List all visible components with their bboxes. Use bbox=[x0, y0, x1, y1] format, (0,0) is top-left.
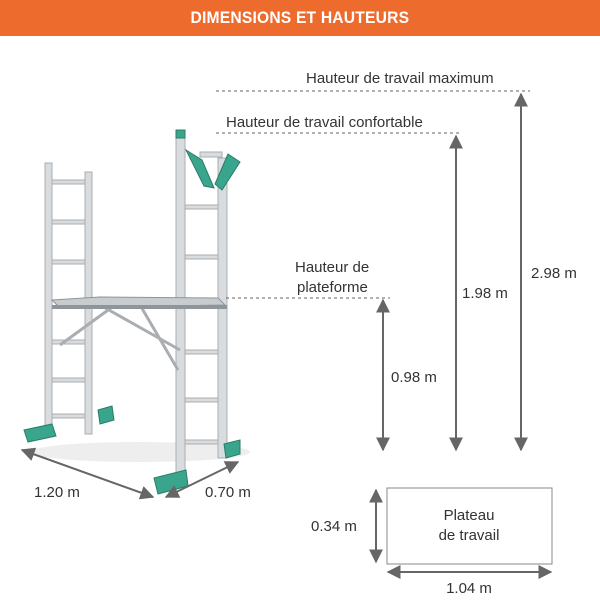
plate-name-line2: de travail bbox=[438, 527, 500, 544]
plate-name-line1: Plateau bbox=[443, 507, 495, 524]
comfort-height-value: 1.98 m bbox=[462, 285, 508, 302]
plate-width-value: 1.04 m bbox=[446, 580, 492, 597]
ground-shadow bbox=[30, 442, 250, 462]
plate-thickness-value: 0.34 m bbox=[311, 518, 357, 535]
comfort-height-title: Hauteur de travail confortable bbox=[226, 114, 423, 131]
max-height-title: Hauteur de travail maximum bbox=[306, 70, 494, 87]
platform-height-title-line1: Hauteur de bbox=[295, 259, 370, 276]
work-plate bbox=[387, 488, 552, 564]
header-title: DIMENSIONS ET HAUTEURS bbox=[190, 8, 410, 27]
scaffold-ladder-icon bbox=[24, 130, 250, 494]
green-accents bbox=[24, 130, 240, 494]
platform-height-value: 0.98 m bbox=[391, 369, 437, 386]
platform bbox=[52, 297, 227, 309]
width-value: 0.70 m bbox=[205, 484, 251, 501]
platform-height-dimension bbox=[226, 298, 390, 450]
max-height-dimension bbox=[216, 91, 530, 450]
platform-height-title-line2: plateforme bbox=[297, 279, 368, 296]
length-value: 1.20 m bbox=[34, 484, 80, 501]
max-height-value: 2.98 m bbox=[531, 265, 577, 282]
